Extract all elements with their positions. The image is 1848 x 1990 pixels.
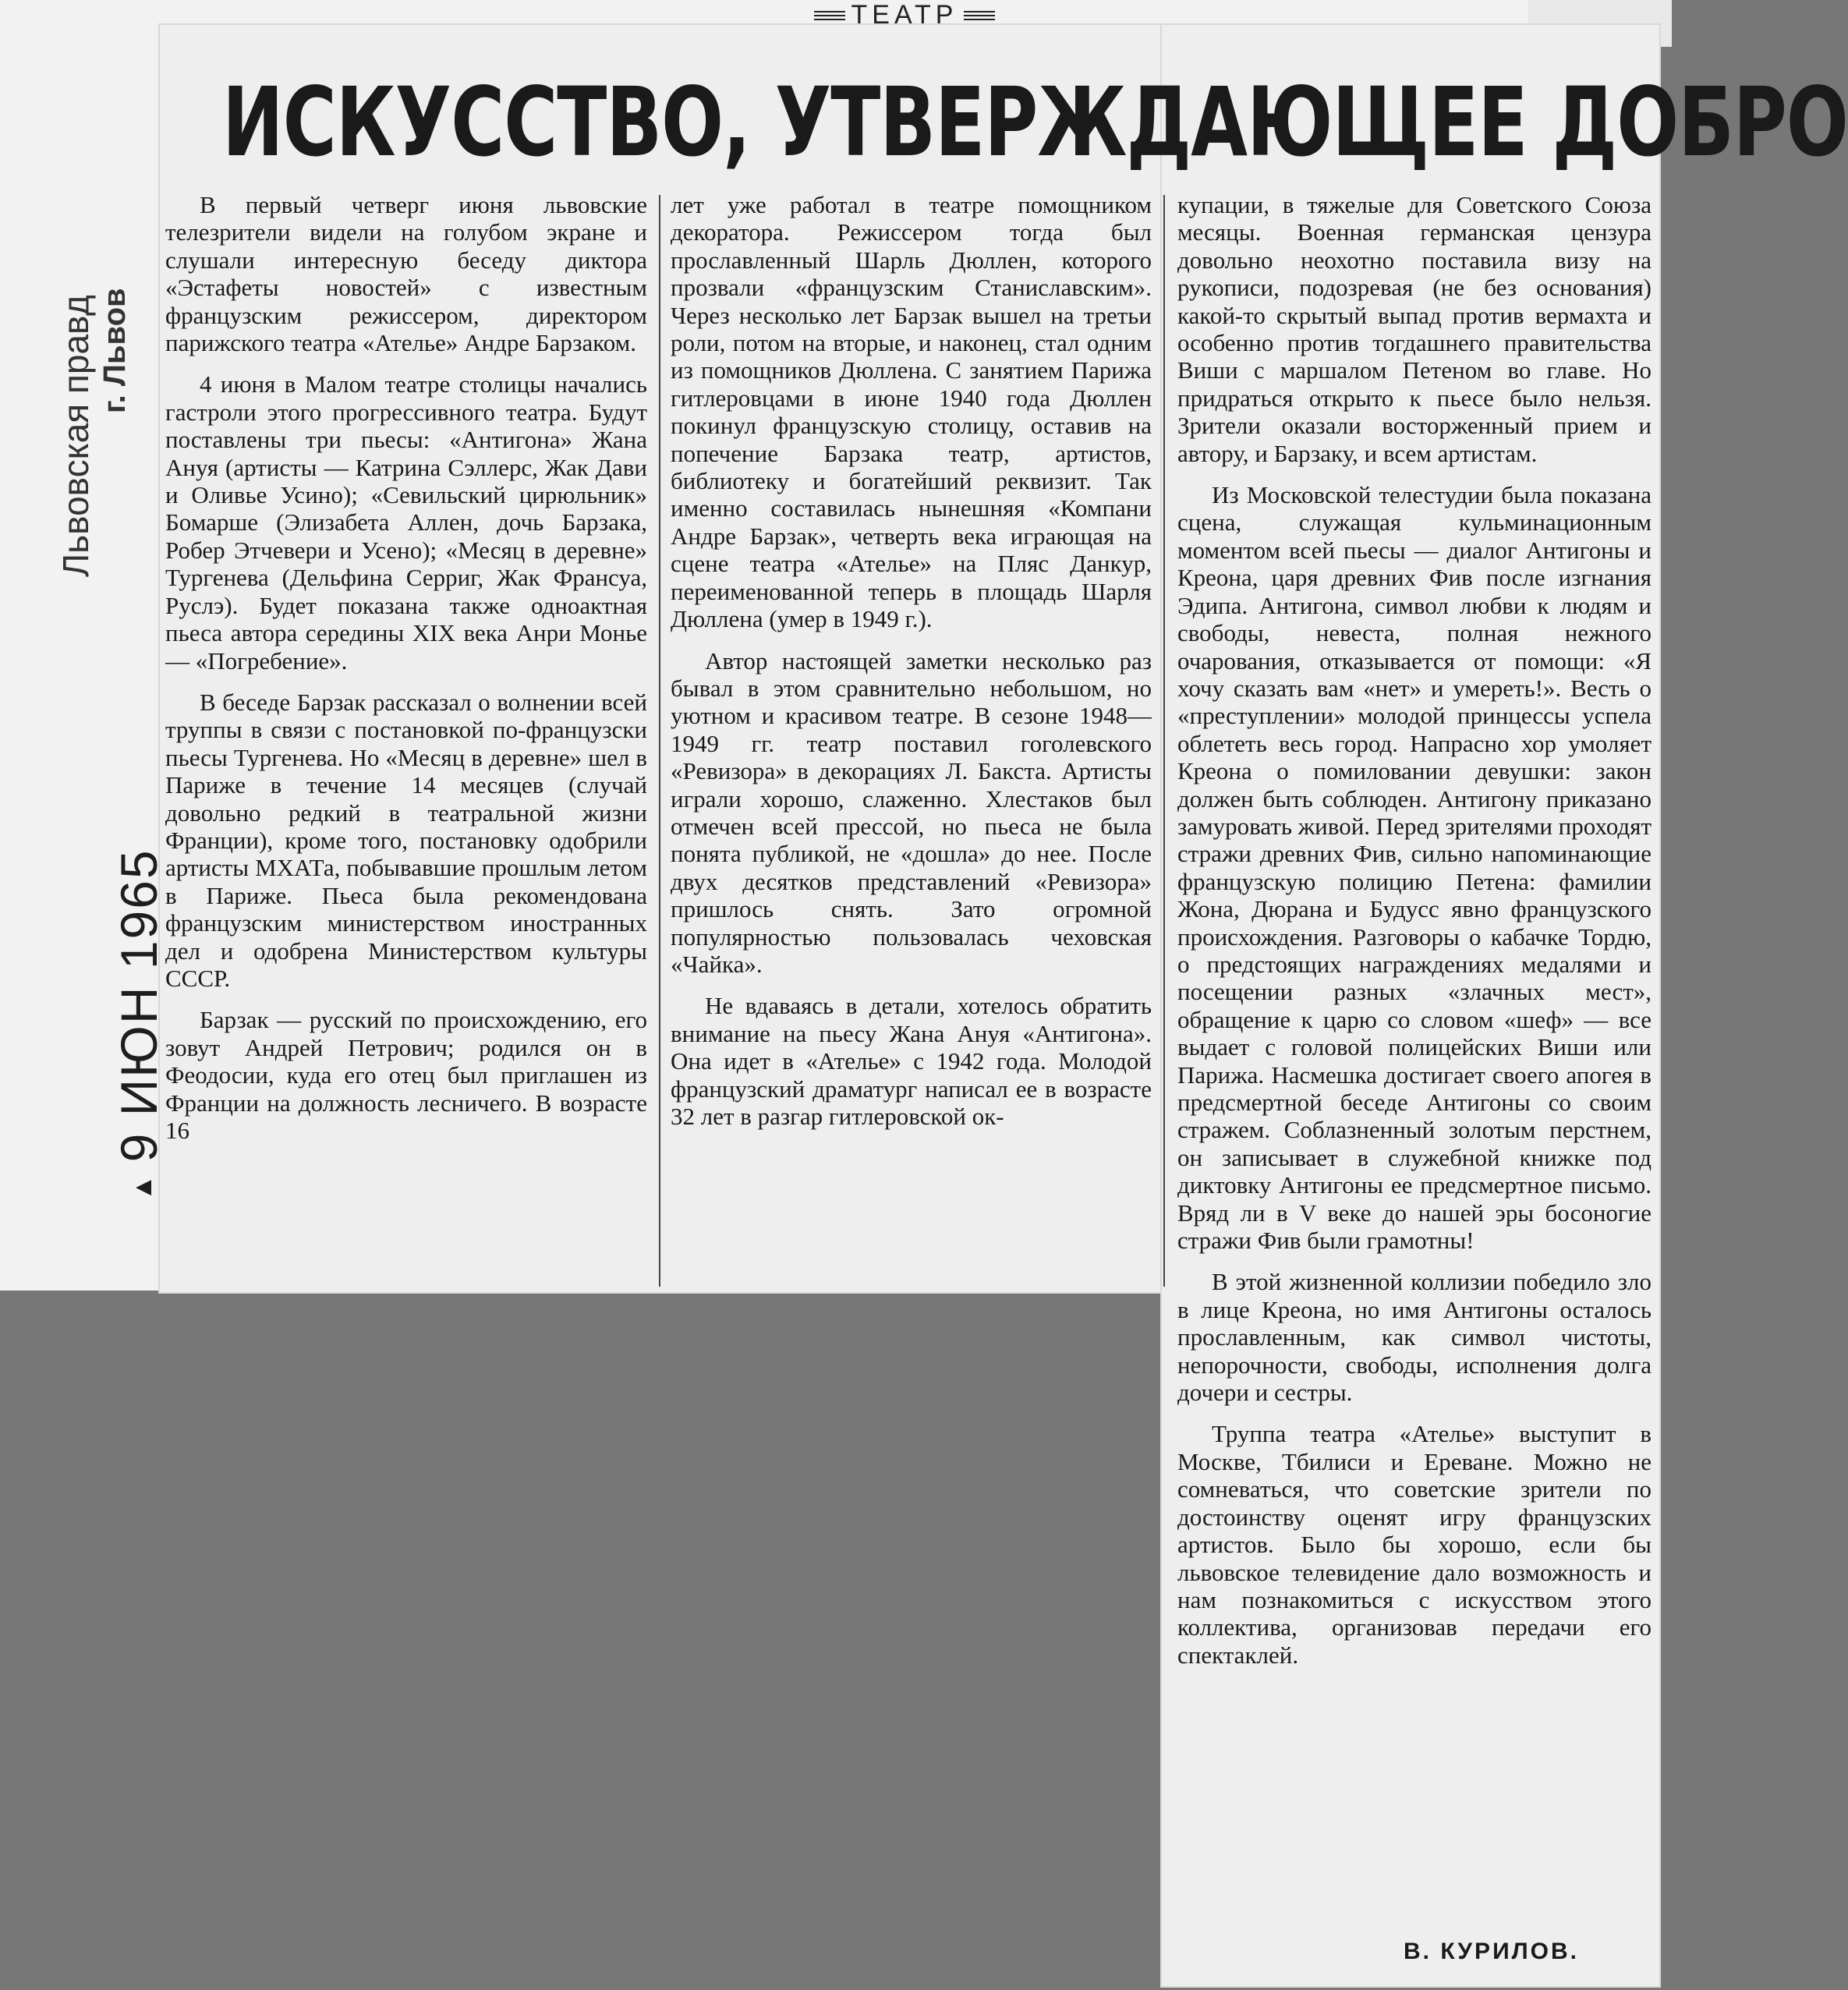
author-signature: В. КУРИЛОВ. xyxy=(1404,1939,1580,1964)
paragraph: лет уже работал в театре помощником декоратора. Режиссером тогда был прославленный Шарль Дюллен, которого прозвали «французским Станиславским». Через несколько лет Барзак вышел на третьи роли, потом на вторые, и наконец, стал одним из помощников Дюллена. С занятием Парижа гитлеровцами в июне 1940 года Дюллен покинул французскую столицу, оставив на попечение Барзака театр, артистов, библиотеку и богатейший реквизит. Так именно составилась нынешняя «Компани Андре Барзак», четверть века играющая на сцене театра «Ателье» на Пляс Данкур, переименованной теперь в площадь Шарля Дюллена (умер в 1949 г.). xyxy=(671,191,1152,633)
paragraph: Из Московской телестудии была показана сцена, служащая кульминационным моментом всей пьесы — диалог Антигоны и Креона, царя древних Фив после изгнания Эдипа. Антигона, символ любви к людям и свободы, невеста, полная нежного очарования, отказывается от помощи: «Я хочу сказать вам «нет» и умереть!». Весть о «преступлении» молодой принцессы успела облететь весь город. Напрасно хор умоляет Креона о помиловании девушки: закон должен быть соблюден. Антигону приказано замуровать живой. Перед зрителями проходят стражи древних Фив, сильно напоминающие французскую полицию Петена: фамилии Жона, Дюрана и Будусс явно французского происхождения. Разговоры о кабачке Тордю, о предстоящих награждениях медалями и посещении разных «злачных мест», обращение к царю со словом «шеф» — все выдает с головой полицейских Виши или Парижа. Насмешка достигает своего апогея в предсмертной беседе Антигоны со своим стражем. Соблазненный золотым перстнем, он записывает в служебной книжке под диктовку Антигоны ее предсмертное письмо. Вряд ли в V веке до нашей эры босоногие стражи Фив были грамотны! xyxy=(1177,481,1652,1255)
section-rubric xyxy=(788,0,1021,30)
paragraph: Труппа театра «Ателье» выступит в Москве, Тбилиси и Ереване. Можно не сомневаться, что советские зрители по достоинству оценят игру французских артистов. Было бы хорошо, если бы львовское телевидение дало возможность и нам познакомиться с искусством этого коллектива, организовав передачи его спектаклей. xyxy=(1177,1420,1652,1669)
article-column-2 xyxy=(671,191,1152,1130)
paragraph: В этой жизненной коллизии победило зло в лице Креона, но имя Антигоны осталось прославленным, как символ чистоты, непорочности, свободы, исполнения долга дочери и сестры. xyxy=(1177,1268,1652,1407)
stamp-city: г. Львов xyxy=(97,288,132,413)
paragraph: В первый четверг июня львовские телезрители видели на голубом экране и слушали интересную беседу диктора «Эстафеты новостей» с известным французским режиссером, директором парижского театра «Ателье» Андре Барзаком. xyxy=(165,191,647,357)
paragraph: Барзак — русский по происхождению, его зовут Андрей Петрович; родился он в Феодосии, куда его отец был приглашен из Франции на должность лесничего. В возрасте 16 xyxy=(165,1006,647,1144)
rubric-rule-right xyxy=(964,11,995,22)
article-headline: ИСКУССТВО, УТВЕРЖДАЮЩЕЕ ДОБРО xyxy=(222,66,1848,179)
stamp-newspaper-name: Львовская правд xyxy=(55,295,96,577)
rubric-label: ТЕАТР xyxy=(851,0,958,30)
triangle-mark-icon: ▲ xyxy=(128,1173,158,1201)
rubric-rule-left xyxy=(814,11,845,22)
paragraph: 4 июня в Малом театре столицы начались гастроли этого прогрессивного театра. Будут поставлены три пьесы: «Антигона» Жана Ануя (артисты — Катрина Сэллерс, Жак Дави и Оливье Усино); «Севильский цирюльник» Бомарше (Элизабета Аллен, дочь Барзака, Робер Этчевери и Усено); «Месяц в деревне» Тургенева (Дельфина Серриг, Жак Франсуа, Руслэ). Будет показана также одноактная пьеса автора середины XIX века Анри Монье — «Погребение». xyxy=(165,370,647,675)
paragraph: Не вдаваясь в детали, хотелось обратить внимание на пьесу Жана Ануя «Антигона». Она идет в «Ателье» с 1942 года. Молодой французский драматург написал ее в возрасте 32 лет в разгар гитлеровской ок- xyxy=(671,992,1152,1130)
stamp-date-text: 9 ИЮН 1965 xyxy=(110,848,168,1163)
article-column-3 xyxy=(1177,191,1652,1669)
paragraph: В беседе Барзак рассказал о волнении всей труппы в связи с постановкой по-французски пьесы Тургенева. Но «Месяц в деревне» шел в Париже в течение 14 месяцев (случай довольно редкий в театральной жизни Франции), кроме того, постановку одобрили артисты МХАТа, побывавшие прошлым летом в Париже. Пьеса была рекомендована французским министерством иностранных дел и одобрена Министерством культуры СССР. xyxy=(165,688,647,992)
article-column-1 xyxy=(165,191,647,1144)
column-divider-1 xyxy=(659,195,660,1287)
stamp-date xyxy=(109,848,168,1201)
paragraph: купации, в тяжелые для Советского Союза месяцы. Военная германская цензура довольно неохотно поставила визу на рукописи, подозревая (не без основания) какой-то скрытый выпад против вермахта и особенно против тогдашнего правительства Виши с маршалом Петеном во главе. Но придраться открыто к пьесе было нельзя. Зрители оказали восторженный прием и автору, и Барзаку, и всем артистам. xyxy=(1177,191,1652,467)
paragraph: Автор настоящей заметки несколько раз бывал в этом сравнительно небольшом, но уютном и красивом театре. В сезоне 1948—1949 гг. театр поставил гоголевского «Ревизора» в декорациях Л. Бакста. Артисты играли хорошо, слаженно. Хлестаков был отмечен всей прессой, но пьеса не была понята публикой, не «дошла» до нее. После двух десятков представлений «Ревизора» пришлось снять. Зато огромной популярностью пользовалась чеховская «Чайка». xyxy=(671,646,1152,978)
column-divider-2 xyxy=(1163,195,1165,1287)
